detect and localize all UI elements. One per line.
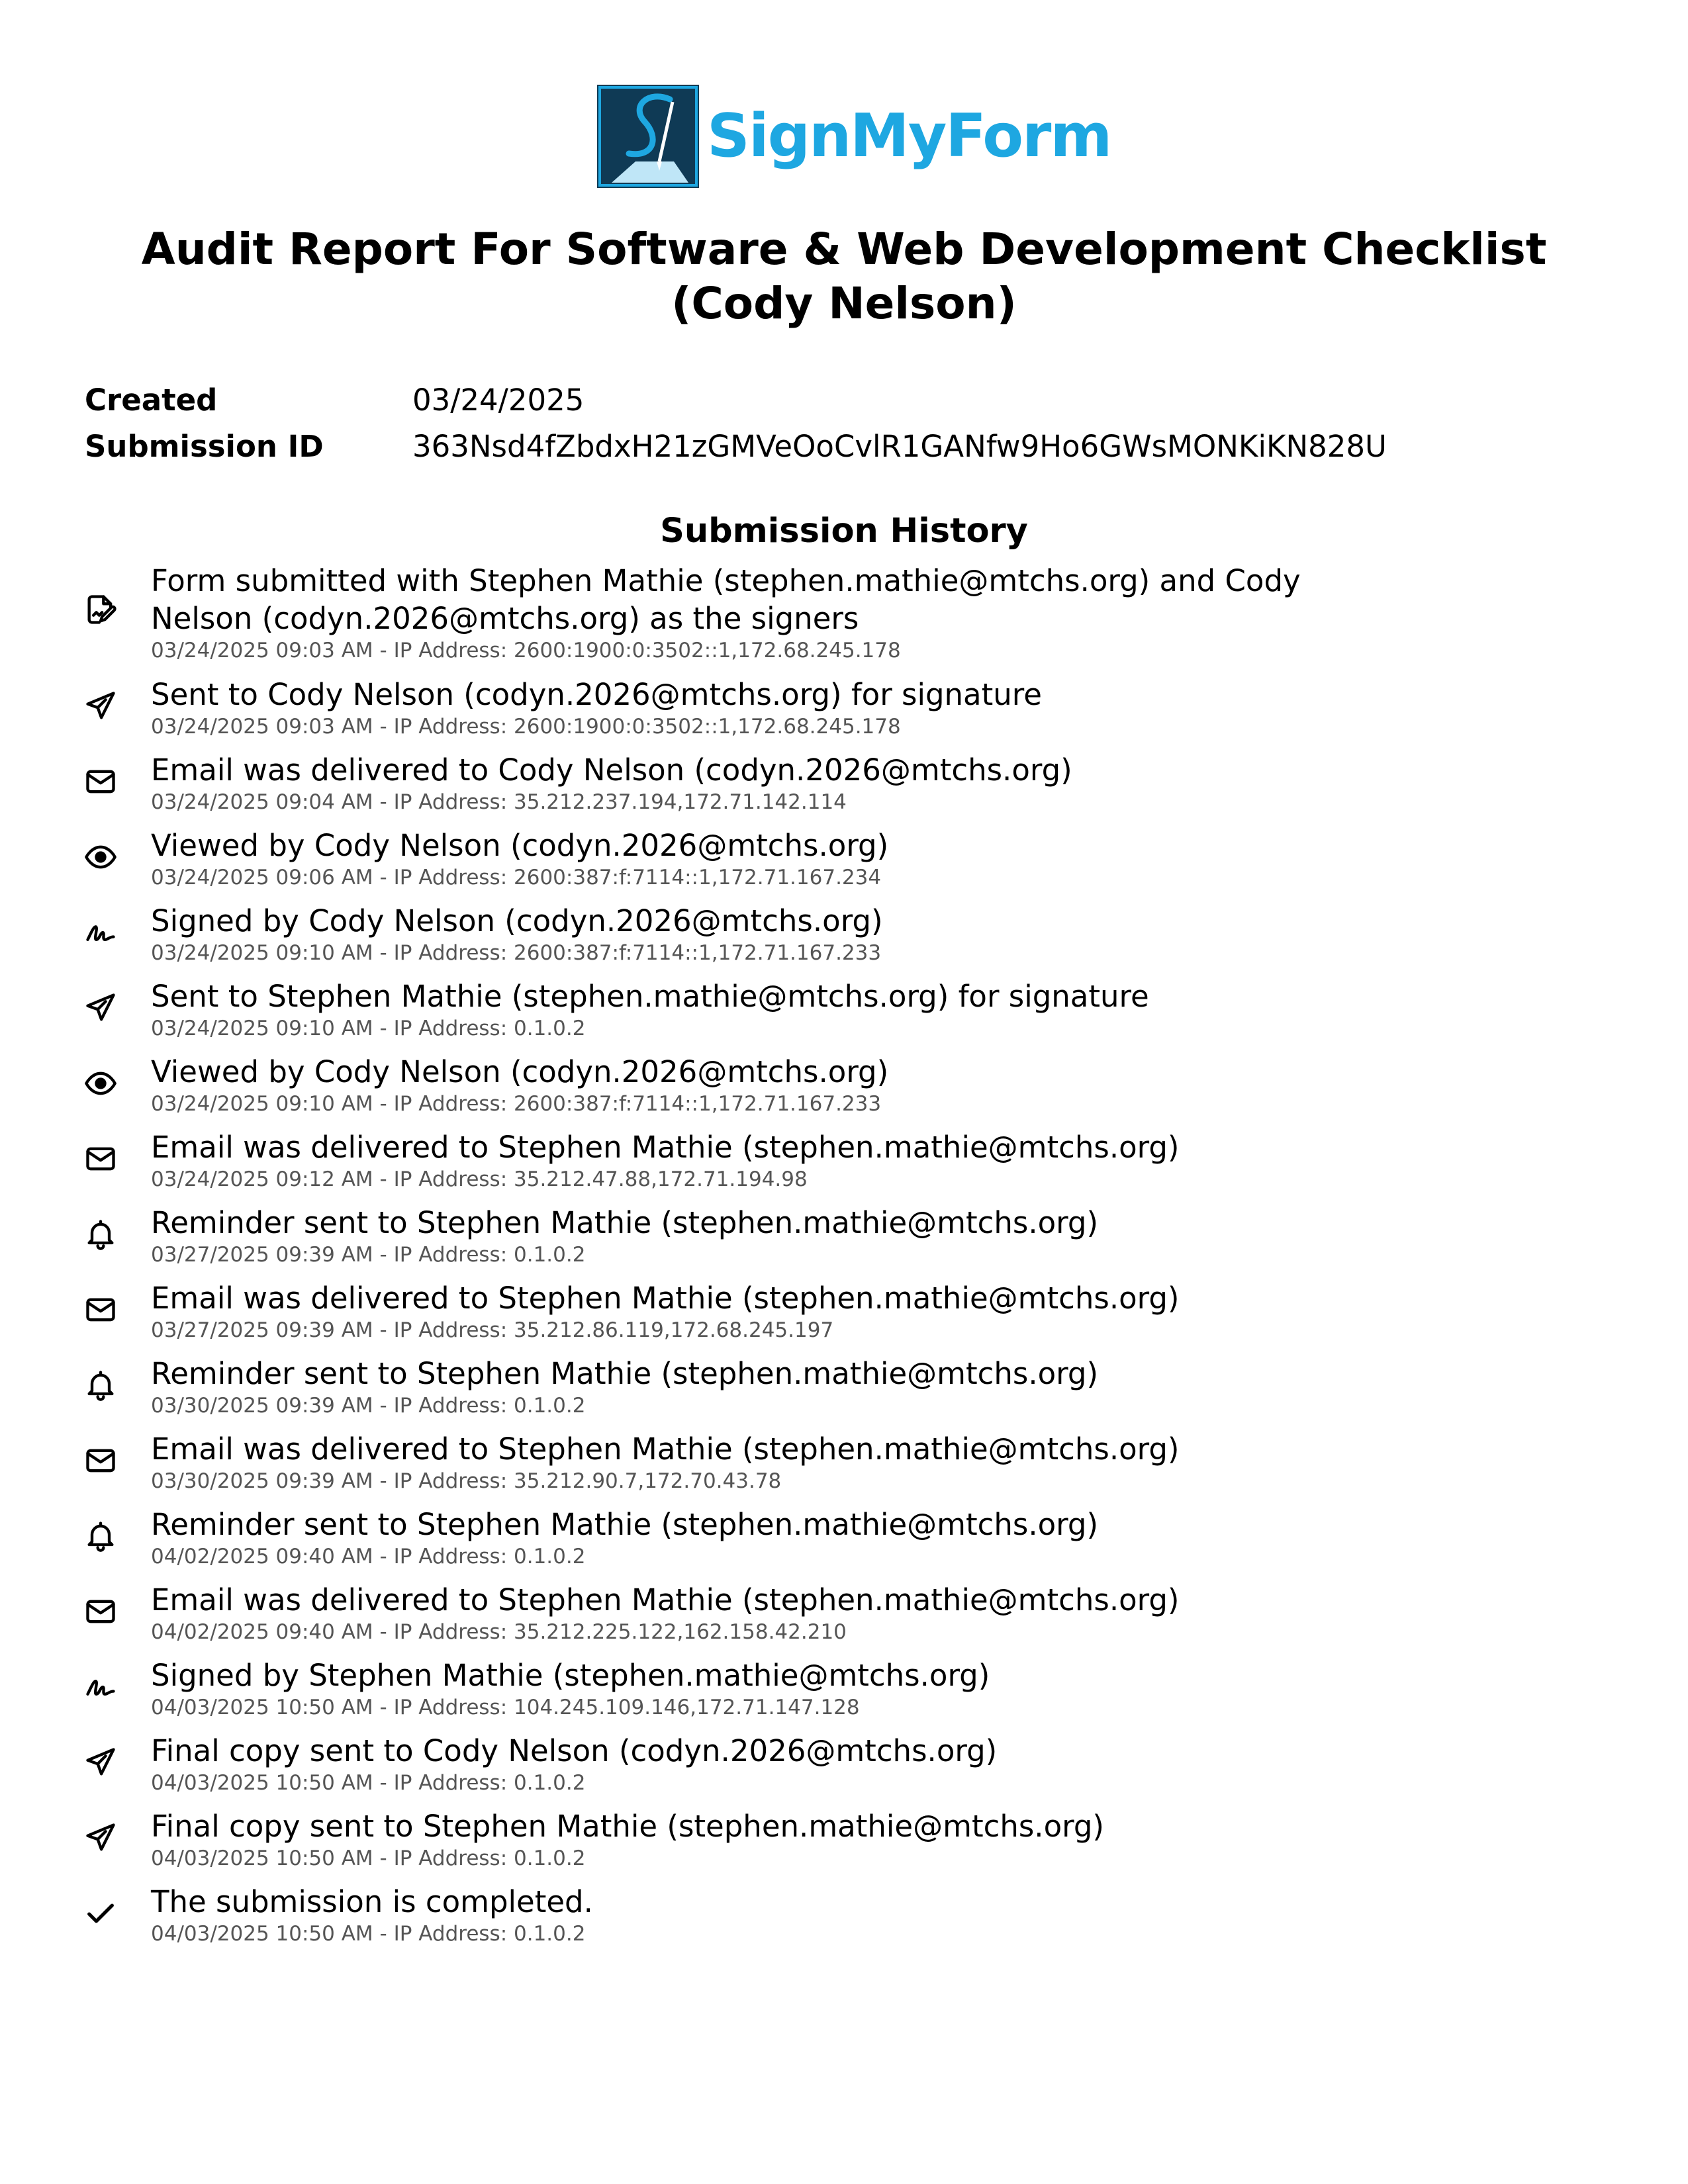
history-event [0, 1581, 1688, 1657]
event-timestamp-ip: 04/02/2025 09:40 AM - IP Address: 0.1.0.2 [151, 1545, 586, 1569]
history-event [0, 902, 1688, 978]
event-content [151, 1506, 1342, 1570]
event-timestamp-ip: 04/03/2025 10:50 AM - IP Address: 0.1.0.2 [151, 1922, 586, 1946]
history-event [0, 1053, 1688, 1128]
eye-icon [83, 840, 118, 874]
send-icon [83, 991, 118, 1025]
event-content [151, 676, 1342, 740]
event-description: Email was delivered to Stephen Mathie (stephen.mathie@mtchs.org) [151, 1582, 1180, 1617]
event-content [151, 1128, 1342, 1193]
event-timestamp-ip: 03/30/2025 09:39 AM - IP Address: 35.212.90.7,172.70.43.78 [151, 1469, 782, 1493]
event-description: Email was delivered to Stephen Mathie (stephen.mathie@mtchs.org) [151, 1130, 1180, 1165]
event-description: Viewed by Cody Nelson (codyn.2026@mtchs.org) [151, 1054, 889, 1089]
event-timestamp-ip: 03/24/2025 09:12 AM - IP Address: 35.212.47.88,172.71.194.98 [151, 1167, 808, 1191]
event-content [151, 1430, 1342, 1494]
submission-id-label: Submission ID [85, 429, 324, 464]
send-icon [83, 1745, 118, 1780]
history-event [0, 978, 1688, 1053]
event-timestamp-ip: 03/24/2025 09:03 AM - IP Address: 2600:1900:0:3502::1,172.68.245.178 [151, 715, 901, 739]
event-description: Viewed by Cody Nelson (codyn.2026@mtchs.org) [151, 828, 889, 863]
submission-id-row [85, 424, 1387, 470]
event-timestamp-ip: 03/27/2025 09:39 AM - IP Address: 35.212.86.119,172.68.245.197 [151, 1318, 834, 1342]
event-content [151, 827, 1342, 891]
event-content [151, 1732, 1342, 1796]
event-description: Signed by Stephen Mathie (stephen.mathie@mtchs.org) [151, 1658, 990, 1693]
event-content [151, 902, 1342, 966]
bell-icon [83, 1519, 118, 1553]
event-description: Email was delivered to Stephen Mathie (stephen.mathie@mtchs.org) [151, 1281, 1180, 1316]
event-timestamp-ip: 04/03/2025 10:50 AM - IP Address: 0.1.0.2 [151, 1771, 586, 1795]
history-event [0, 1204, 1688, 1279]
history-event [0, 751, 1688, 827]
history-event [0, 1732, 1688, 1807]
mail-icon [83, 1293, 118, 1327]
submit-icon [83, 592, 118, 627]
report-meta [85, 377, 1387, 470]
send-icon [83, 1821, 118, 1855]
event-timestamp-ip: 03/24/2025 09:03 AM - IP Address: 2600:1900:0:3502::1,172.68.245.178 [151, 639, 901, 662]
event-content [151, 1053, 1342, 1117]
event-description: Final copy sent to Cody Nelson (codyn.2026@mtchs.org) [151, 1733, 998, 1768]
created-label: Created [85, 383, 218, 418]
created-row [85, 377, 1387, 424]
event-content [151, 978, 1342, 1042]
signature-icon [83, 915, 118, 950]
eye-icon [83, 1066, 118, 1101]
history-event [0, 676, 1688, 751]
event-description: Form submitted with Stephen Mathie (stephen.mathie@mtchs.org) and Cody Nelson (codyn.2026@mtchs.org) as the signers [151, 563, 1301, 636]
history-event [0, 827, 1688, 902]
mail-icon [83, 764, 118, 799]
event-content [151, 562, 1342, 664]
history-event [0, 1128, 1688, 1204]
event-description: Reminder sent to Stephen Mathie (stephen.mathie@mtchs.org) [151, 1356, 1099, 1391]
mail-icon [83, 1594, 118, 1629]
event-content [151, 1581, 1342, 1645]
bell-icon [83, 1217, 118, 1251]
event-timestamp-ip: 03/30/2025 09:39 AM - IP Address: 0.1.0.2 [151, 1394, 586, 1418]
signmyform-logo [596, 83, 1111, 189]
event-description: Sent to Cody Nelson (codyn.2026@mtchs.org) for signature [151, 677, 1042, 712]
history-event [0, 1883, 1688, 1958]
event-timestamp-ip: 04/03/2025 10:50 AM - IP Address: 104.245.109.146,172.71.147.128 [151, 1696, 860, 1719]
history-event [0, 1279, 1688, 1355]
check-icon [83, 1896, 118, 1931]
history-event [0, 562, 1688, 676]
event-content [151, 1204, 1342, 1268]
page-title: Audit Report For Software & Web Development Checklist (Cody Nelson) [141, 224, 1547, 329]
event-timestamp-ip: 03/24/2025 09:10 AM - IP Address: 2600:387:f:7114::1,172.71.167.233 [151, 941, 882, 965]
event-description: Sent to Stephen Mathie (stephen.mathie@mtchs.org) for signature [151, 979, 1149, 1014]
history-event [0, 1355, 1688, 1430]
event-description: Reminder sent to Stephen Mathie (stephen.mathie@mtchs.org) [151, 1507, 1099, 1542]
event-content [151, 1279, 1342, 1343]
mail-icon [83, 1142, 118, 1176]
send-icon [83, 689, 118, 723]
signmyform-logo-mark [596, 83, 700, 189]
event-description: Email was delivered to Cody Nelson (codyn.2026@mtchs.org) [151, 752, 1072, 788]
event-content [151, 1807, 1342, 1872]
logo-wordmark: SignMyForm [707, 101, 1111, 171]
history-event [0, 1506, 1688, 1581]
submission-history-heading: Submission History [660, 512, 1028, 551]
event-content [151, 1883, 1342, 1947]
event-timestamp-ip: 03/27/2025 09:39 AM - IP Address: 0.1.0.2 [151, 1243, 586, 1267]
signature-icon [83, 1670, 118, 1704]
event-timestamp-ip: 03/24/2025 09:10 AM - IP Address: 2600:387:f:7114::1,172.71.167.233 [151, 1092, 882, 1116]
submission-id-value: 363Nsd4fZbdxH21zGMVeOoCvlR1GANfw9Ho6GWsMONKiKN828U [412, 429, 1387, 464]
event-description: Final copy sent to Stephen Mathie (stephen.mathie@mtchs.org) [151, 1809, 1104, 1844]
event-description: Signed by Cody Nelson (codyn.2026@mtchs.org) [151, 903, 883, 938]
event-content [151, 1355, 1342, 1419]
event-content [151, 1657, 1342, 1721]
history-event [0, 1807, 1688, 1883]
history-event [0, 1657, 1688, 1732]
mail-icon [83, 1443, 118, 1478]
bell-icon [83, 1368, 118, 1402]
event-description: The submission is completed. [151, 1884, 593, 1919]
event-content [151, 751, 1342, 815]
event-timestamp-ip: 03/24/2025 09:06 AM - IP Address: 2600:387:f:7114::1,172.71.167.234 [151, 866, 882, 889]
event-timestamp-ip: 03/24/2025 09:10 AM - IP Address: 0.1.0.2 [151, 1017, 586, 1040]
submission-history-list [0, 562, 1688, 1958]
history-event [0, 1430, 1688, 1506]
event-description: Reminder sent to Stephen Mathie (stephen.mathie@mtchs.org) [151, 1205, 1099, 1240]
event-timestamp-ip: 04/02/2025 09:40 AM - IP Address: 35.212.225.122,162.158.42.210 [151, 1620, 847, 1644]
created-value: 03/24/2025 [412, 383, 585, 418]
event-timestamp-ip: 03/24/2025 09:04 AM - IP Address: 35.212.237.194,172.71.142.114 [151, 790, 847, 814]
event-timestamp-ip: 04/03/2025 10:50 AM - IP Address: 0.1.0.2 [151, 1846, 586, 1870]
event-description: Email was delivered to Stephen Mathie (stephen.mathie@mtchs.org) [151, 1432, 1180, 1467]
